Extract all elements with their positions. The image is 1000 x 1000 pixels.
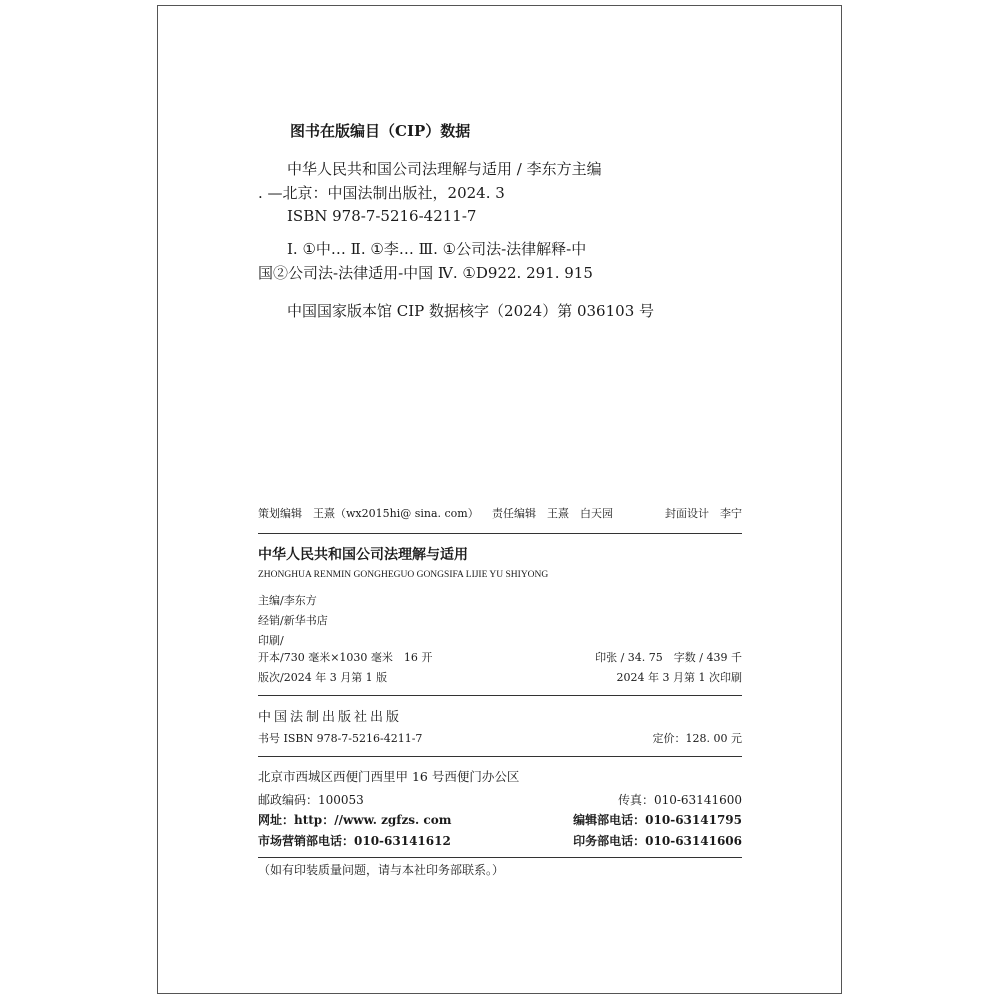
book-format: 开本/730 毫米×1030 毫米 16 开 xyxy=(258,651,433,664)
divider-4 xyxy=(258,857,742,858)
cip-classification-line-1: Ⅰ. ①中… Ⅱ. ①李… Ⅲ. ①公司法-法律解释-中 xyxy=(287,240,587,258)
cip-classification-line-2: 国②公司法-法律适用-中国 Ⅳ. ①D922. 291. 915 xyxy=(258,264,593,282)
publisher-statement: 中国法制出版社出版 xyxy=(258,710,403,725)
printing-dept-phone: 印务部电话：010-63141606 xyxy=(573,834,742,848)
website: 网址：http：//www. zgfzs. com xyxy=(258,813,452,827)
cip-publisher-line: . —北京：中国法制出版社，2024. 3 xyxy=(258,184,505,202)
planning-editor: 策划编辑 王熹（wx2015hi@ sina. com） xyxy=(258,507,479,520)
printer: 印刷/ xyxy=(258,634,284,647)
book-title-pinyin: ZHONGHUA RENMIN GONGHEGUO GONGSIFA LIJIE YU SHIYONG xyxy=(258,570,549,580)
postcode: 邮政编码：100053 xyxy=(258,793,364,807)
chief-editor: 主编/李东方 xyxy=(258,594,317,607)
print-sheets-word-count: 印张 / 34. 75 字数 / 439 千 xyxy=(595,651,742,664)
book-number-isbn: 书号 ISBN 978-7-5216-4211-7 xyxy=(258,732,423,745)
editorial-phone: 编辑部电话：010-63141795 xyxy=(573,813,742,827)
cover-design: 封面设计 李宁 xyxy=(665,507,742,520)
cip-record-number: 中国国家版本馆 CIP 数据核字（2024）第 036103 号 xyxy=(287,302,655,320)
cip-heading: 图书在版编目（CIP）数据 xyxy=(290,122,471,140)
quality-notice: （如有印装质量问题，请与本社印务部联系。） xyxy=(258,863,505,877)
cip-title-line: 中华人民共和国公司法理解与适用 / 李东方主编 xyxy=(287,160,602,178)
book-title: 中华人民共和国公司法理解与适用 xyxy=(258,547,468,563)
edition: 版次/2024 年 3 月第 1 版 xyxy=(258,671,388,684)
marketing-phone: 市场营销部电话：010-63141612 xyxy=(258,834,451,848)
divider-1 xyxy=(258,533,742,534)
price: 定价：128. 00 元 xyxy=(652,732,742,745)
responsible-editor: 责任编辑 王熹 白天园 xyxy=(492,507,613,520)
fax: 传真：010-63141600 xyxy=(617,793,742,807)
cip-isbn: ISBN 978-7-5216-4211-7 xyxy=(287,207,477,225)
divider-2 xyxy=(258,695,742,696)
divider-3 xyxy=(258,756,742,757)
distributor: 经销/新华书店 xyxy=(258,614,328,627)
publisher-address: 北京市西城区西便门西里甲 16 号西便门办公区 xyxy=(258,769,520,784)
printing: 2024 年 3 月第 1 次印刷 xyxy=(616,671,742,684)
